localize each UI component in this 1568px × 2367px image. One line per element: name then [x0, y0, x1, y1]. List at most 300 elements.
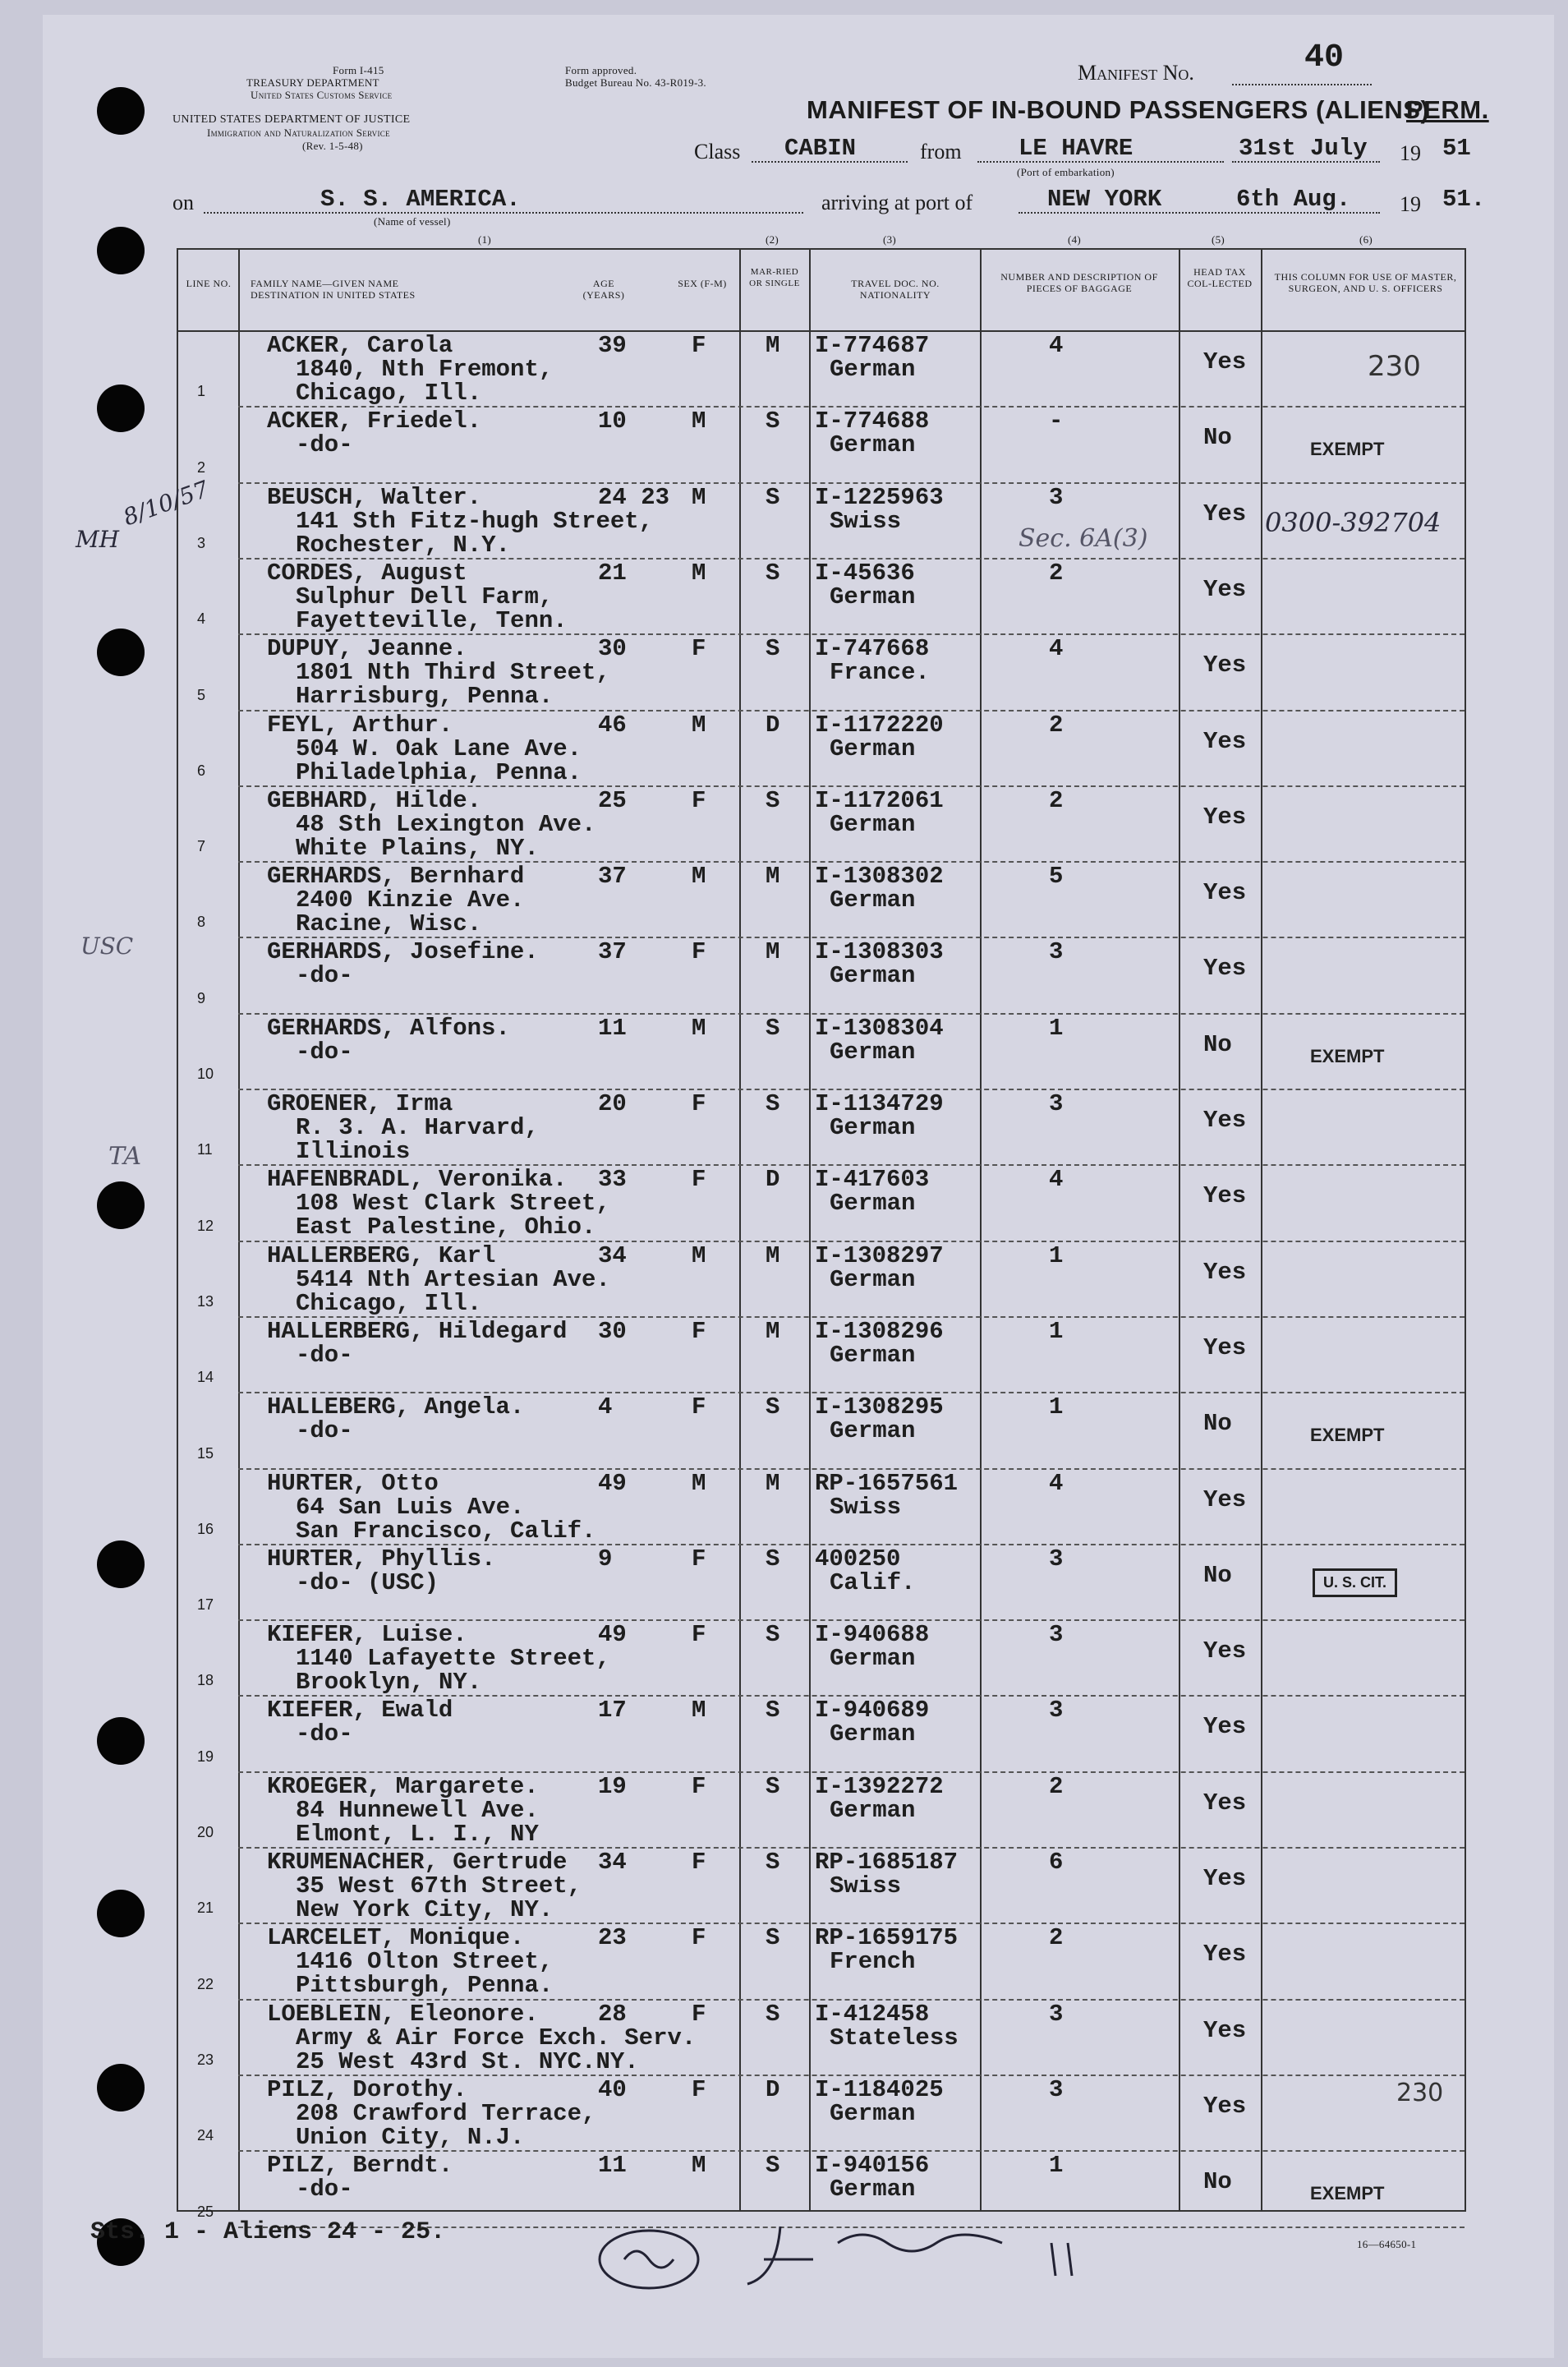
- passenger-age: 39: [598, 332, 627, 359]
- head-tax: Yes: [1203, 576, 1247, 603]
- col-header-baggage: NUMBER AND DESCRIPTION OF PIECES OF BAGGAGE: [1000, 271, 1158, 294]
- travel-doc-number: I-1308295: [815, 1393, 944, 1421]
- marital-status: S: [766, 1393, 780, 1421]
- destination-line-2: Pittsburgh, Penna.: [296, 1972, 554, 1999]
- marital-status: S: [766, 787, 780, 814]
- line-number: 9: [197, 990, 206, 1006]
- passenger-age: 24 23: [598, 484, 670, 511]
- marital-status: S: [766, 1773, 780, 1800]
- line-number: 7: [197, 838, 206, 854]
- nationality: German: [830, 811, 916, 838]
- marital-status: S: [766, 1015, 780, 1042]
- nationality: German: [830, 1342, 916, 1369]
- passenger-name: ACKER, Carola: [267, 332, 453, 359]
- baggage-count: 4: [1049, 635, 1064, 662]
- col-header-age: AGE (YEARS): [582, 278, 625, 301]
- nationality: German: [830, 1417, 916, 1444]
- destination-line-1: 1840, Nth Fremont,: [296, 356, 554, 383]
- col-number-1: (1): [478, 233, 492, 246]
- marital-status: M: [766, 1242, 780, 1269]
- head-tax: Yes: [1203, 348, 1247, 375]
- passenger-name: GERHARDS, Josefine.: [267, 938, 539, 965]
- line-number: 13: [197, 1293, 214, 1310]
- line-number: 24: [197, 2127, 214, 2144]
- passenger-name: BEUSCH, Walter.: [267, 484, 482, 511]
- head-tax: Yes: [1203, 1486, 1247, 1513]
- destination-line-1: -do-: [296, 1417, 353, 1444]
- passenger-sex: F: [692, 635, 706, 662]
- passenger-age: 46: [598, 711, 627, 739]
- baggage-count: 2: [1049, 560, 1064, 587]
- marital-status: S: [766, 1697, 780, 1724]
- passenger-sex: F: [692, 1621, 706, 1648]
- marital-status: S: [766, 1621, 780, 1648]
- baggage-count: 3: [1049, 1090, 1064, 1117]
- exempt-stamp: EXEMPT: [1310, 2183, 1385, 2204]
- passenger-name: KRUMENACHER, Gertrude: [267, 1849, 568, 1876]
- passenger-sex: F: [692, 2001, 706, 2028]
- line-number: 21: [197, 1900, 214, 1916]
- line-number: 20: [197, 1824, 214, 1840]
- passenger-name: HALLERBERG, Hildegard: [267, 1318, 568, 1345]
- passenger-age: 10: [598, 408, 627, 435]
- destination-line-1: -do-: [296, 2176, 353, 2203]
- passenger-sex: M: [692, 2152, 706, 2179]
- destination-line-1: 1801 Nth Third Street,: [296, 659, 610, 686]
- destination-line-1: 141 Sth Fitz-hugh Street,: [296, 508, 654, 535]
- destination-line-1: 208 Crawford Terrace,: [296, 2100, 596, 2127]
- passenger-age: 20: [598, 1090, 627, 1117]
- destination-line-2: New York City, NY.: [296, 1896, 554, 1923]
- marital-status: D: [766, 1166, 780, 1193]
- baggage-count: 3: [1049, 938, 1064, 965]
- destination-line-1: Army & Air Force Exch. Serv.: [296, 2024, 697, 2052]
- head-tax: Yes: [1203, 1182, 1247, 1209]
- marital-status: S: [766, 484, 780, 511]
- baggage-count: 2: [1049, 1773, 1064, 1800]
- travel-doc-number: I-45636: [815, 560, 915, 587]
- passenger-name: LARCELET, Monique.: [267, 1924, 525, 1951]
- baggage-count: -: [1049, 408, 1064, 435]
- handwritten-left-date: 8/10/57: [119, 475, 213, 532]
- destination-line-1: -do-: [296, 962, 353, 989]
- passenger-name: HALLERBERG, Karl: [267, 1242, 496, 1269]
- punch-hole-icon: [97, 2064, 145, 2111]
- destination-line-1: 35 West 67th Street,: [296, 1872, 582, 1900]
- baggage-count: 4: [1049, 1470, 1064, 1497]
- baggage-count: 3: [1049, 2076, 1064, 2103]
- travel-doc-number: I-940688: [815, 1621, 930, 1648]
- baggage-count: 3: [1049, 1545, 1064, 1573]
- passenger-name: GERHARDS, Bernhard: [267, 863, 525, 890]
- passenger-age: 37: [598, 863, 627, 890]
- line-number: 16: [197, 1521, 214, 1537]
- nationality: Stateless: [830, 2024, 959, 2052]
- head-tax: Yes: [1203, 1865, 1247, 1892]
- passenger-name: CORDES, August: [267, 560, 467, 587]
- baggage-count: 1: [1049, 1242, 1064, 1269]
- col-number-5: (5): [1212, 233, 1225, 246]
- head-tax: Yes: [1203, 2093, 1247, 2120]
- baggage-count: 3: [1049, 1697, 1064, 1724]
- head-tax: Yes: [1203, 1941, 1247, 1968]
- line-number: 11: [197, 1141, 213, 1158]
- destination-line-1: -do-: [296, 1038, 353, 1066]
- travel-doc-number: RP-1657561: [815, 1470, 959, 1497]
- head-tax: Yes: [1203, 500, 1247, 527]
- travel-doc-number: I-1225963: [815, 484, 944, 511]
- passenger-sex: F: [692, 1393, 706, 1421]
- year-1: 51: [1442, 135, 1471, 162]
- handwritten-mh: MH: [76, 526, 120, 553]
- doj-title: UNITED STATES DEPARTMENT OF JUSTICE: [172, 113, 411, 126]
- port-embark-caption: (Port of embarkation): [1017, 166, 1115, 178]
- baggage-count: 5: [1049, 863, 1064, 890]
- passenger-name: KROEGER, Margarete.: [267, 1773, 539, 1800]
- passenger-name: LOEBLEIN, Eleonore.: [267, 2001, 539, 2028]
- head-tax: No: [1203, 424, 1232, 451]
- punch-hole-icon: [97, 385, 145, 432]
- destination-line-2: Rochester, N.Y.: [296, 532, 511, 559]
- exempt-stamp: EXEMPT: [1310, 439, 1385, 459]
- passenger-age: 23: [598, 1924, 627, 1951]
- nationality: Swiss: [830, 1494, 902, 1521]
- passenger-age: 49: [598, 1621, 627, 1648]
- passenger-age: 40: [598, 2076, 627, 2103]
- destination-line-1: Sulphur Dell Farm,: [296, 583, 554, 610]
- head-tax: Yes: [1203, 1789, 1247, 1817]
- passenger-age: 30: [598, 635, 627, 662]
- head-tax: Yes: [1203, 1334, 1247, 1361]
- nationality: German: [830, 886, 916, 914]
- nationality: Calif.: [830, 1569, 916, 1596]
- passenger-sex: F: [692, 1545, 706, 1573]
- year-prefix-2: 19: [1400, 192, 1421, 216]
- col-number-2: (2): [766, 233, 779, 246]
- passenger-age: 19: [598, 1773, 627, 1800]
- form-approved: Form approved.: [565, 64, 637, 76]
- punch-hole-icon: [97, 1540, 145, 1588]
- destination-line-2: Union City, N.J.: [296, 2124, 525, 2151]
- marital-status: S: [766, 1924, 780, 1951]
- nationality: German: [830, 431, 916, 458]
- baggage-count: 3: [1049, 2001, 1064, 2028]
- head-tax: Yes: [1203, 1637, 1247, 1665]
- col-header-sex: SEX (F-M): [678, 278, 727, 289]
- passenger-name: HAFENBRADL, Veronika.: [267, 1166, 568, 1193]
- nationality: German: [830, 1720, 916, 1748]
- passenger-age: 30: [598, 1318, 627, 1345]
- destination-line-2: Brooklyn, NY.: [296, 1669, 482, 1696]
- baggage-count: 1: [1049, 1318, 1064, 1345]
- nationality: Swiss: [830, 508, 902, 535]
- head-tax: Yes: [1203, 804, 1247, 831]
- travel-doc-number: I-774688: [815, 408, 930, 435]
- travel-doc-number: I-1308297: [815, 1242, 944, 1269]
- passenger-name: GERHARDS, Alfons.: [267, 1015, 510, 1042]
- baggage-count: 1: [1049, 1015, 1064, 1042]
- passenger-age: 17: [598, 1697, 627, 1724]
- baggage-count: 4: [1049, 332, 1064, 359]
- destination-line-1: 5414 Nth Artesian Ave.: [296, 1266, 610, 1293]
- travel-doc-number: I-940156: [815, 2152, 930, 2179]
- destination-line-2: Chicago, Ill.: [296, 380, 482, 407]
- baggage-count: 2: [1049, 1924, 1064, 1951]
- line-number: 2: [197, 459, 206, 476]
- travel-doc-number: RP-1685187: [815, 1849, 959, 1876]
- destination-line-2: Racine, Wisc.: [296, 910, 482, 937]
- class-value: CABIN: [784, 135, 857, 162]
- destination-line-2: 25 West 43rd St. NYC.NY.: [296, 2048, 639, 2075]
- marital-status: S: [766, 560, 780, 587]
- nationality: German: [830, 356, 916, 383]
- destination-line-2: San Francisco, Calif.: [296, 1517, 596, 1545]
- passenger-sex: F: [692, 1849, 706, 1876]
- head-tax: Yes: [1203, 2017, 1247, 2044]
- passenger-sex: M: [692, 1015, 706, 1042]
- destination-line-1: -do- (USC): [296, 1569, 439, 1596]
- passenger-age: 49: [598, 1470, 627, 1497]
- passenger-sex: F: [692, 1090, 706, 1117]
- line-number: 4: [197, 610, 206, 627]
- passenger-name: FEYL, Arthur.: [267, 711, 453, 739]
- passenger-name: HURTER, Phyllis.: [267, 1545, 496, 1573]
- nationality: German: [830, 735, 916, 762]
- nationality: German: [830, 1190, 916, 1217]
- line-number: 3: [197, 535, 206, 551]
- passenger-sex: F: [692, 787, 706, 814]
- class-label: Class: [694, 140, 741, 163]
- travel-doc-number: I-747668: [815, 635, 930, 662]
- punch-hole-icon: [97, 1181, 145, 1229]
- passenger-sex: F: [692, 938, 706, 965]
- passenger-sex: M: [692, 863, 706, 890]
- us-citizen-stamp: U. S. CIT.: [1313, 1568, 1397, 1597]
- line-number: 19: [197, 1748, 214, 1765]
- handwritten-ta: TA: [108, 1142, 142, 1171]
- nationality: German: [830, 1114, 916, 1141]
- travel-doc-number: I-417603: [815, 1166, 930, 1193]
- passenger-age: 11: [598, 2152, 627, 2179]
- form-number: Form I-415: [333, 64, 384, 76]
- col-number-6: (6): [1359, 233, 1373, 246]
- line-number: 18: [197, 1672, 214, 1688]
- year-prefix-1: 19: [1400, 141, 1421, 165]
- marital-status: S: [766, 408, 780, 435]
- footer-code: 16—64650-1: [1357, 2238, 1417, 2250]
- budget-bureau: Budget Bureau No. 43-R019-3.: [565, 76, 706, 89]
- passenger-name: KIEFER, Luise.: [267, 1621, 467, 1648]
- officer-signature-icon: [575, 2210, 1150, 2317]
- stamp-230-top: 230: [1368, 350, 1421, 383]
- col-header-travel: TRAVEL DOC. NO. NATIONALITY: [851, 278, 940, 301]
- destination-line-1: 1140 Lafayette Street,: [296, 1645, 610, 1672]
- marital-status: M: [766, 332, 780, 359]
- vessel-name: S. S. AMERICA.: [320, 186, 521, 213]
- passenger-age: 37: [598, 938, 627, 965]
- line-number: 23: [197, 2052, 214, 2068]
- col-header-line: LINE NO.: [186, 278, 232, 289]
- passenger-age: 21: [598, 560, 627, 587]
- ins-title: Immigration and Naturalization Service: [207, 127, 390, 139]
- nationality: France.: [830, 659, 930, 686]
- travel-doc-number: I-412458: [815, 2001, 930, 2028]
- passenger-name: HURTER, Otto: [267, 1470, 439, 1497]
- travel-doc-number: I-774687: [815, 332, 930, 359]
- passenger-name: ACKER, Friedel.: [267, 408, 482, 435]
- passenger-age: 25: [598, 787, 627, 814]
- marital-status: D: [766, 711, 780, 739]
- travel-doc-number: I-1308304: [815, 1015, 944, 1042]
- destination-line-1: 108 West Clark Street,: [296, 1190, 610, 1217]
- nationality: German: [830, 1797, 916, 1824]
- destination-line-1: -do-: [296, 1720, 353, 1748]
- nationality: German: [830, 2100, 916, 2127]
- destination-line-1: 2400 Kinzie Ave.: [296, 886, 525, 914]
- destination-line-2: Illinois: [296, 1138, 411, 1165]
- footer-aliens-total: Sts. 1 - Aliens 24 - 25.: [90, 2218, 446, 2246]
- destination-line-2: Chicago, Ill.: [296, 1290, 482, 1317]
- passenger-sex: F: [692, 1318, 706, 1345]
- travel-doc-number: I-1172061: [815, 787, 944, 814]
- customs-service: United States Customs Service: [251, 89, 393, 101]
- destination-line-1: 1416 Olton Street,: [296, 1948, 554, 1975]
- passenger-sex: F: [692, 2076, 706, 2103]
- officer-note: 0300-392704: [1265, 507, 1442, 538]
- col-number-3: (3): [883, 233, 897, 246]
- col-header-officers: THIS COLUMN FOR USE OF MASTER, SURGEON, AND U. S. OFFICERS: [1274, 271, 1457, 294]
- head-tax: Yes: [1203, 652, 1247, 679]
- col-header-name: FAMILY NAME—GIVEN NAME DESTINATION IN UNITED STATES: [251, 278, 416, 301]
- handwritten-sec-6a: Sec. 6A(3): [1019, 524, 1148, 553]
- col-number-4: (4): [1068, 233, 1082, 246]
- nationality: French: [830, 1948, 916, 1975]
- destination-line-1: 84 Hunnewell Ave.: [296, 1797, 539, 1824]
- on-label: on: [172, 191, 194, 214]
- passenger-name: KIEFER, Ewald: [267, 1697, 453, 1724]
- punch-hole-icon: [97, 629, 145, 676]
- from-label: from: [920, 140, 962, 163]
- marital-status: M: [766, 863, 780, 890]
- destination-line-2: Elmont, L. I., NY: [296, 1821, 539, 1848]
- port-arrival: NEW YORK: [1047, 186, 1162, 213]
- marital-status: D: [766, 2076, 780, 2103]
- marital-status: S: [766, 1090, 780, 1117]
- line-number: 10: [197, 1066, 214, 1082]
- passenger-sex: M: [692, 1242, 706, 1269]
- form-rev: (Rev. 1-5-48): [302, 140, 363, 152]
- line-number: 25: [197, 2204, 214, 2220]
- passenger-sex: M: [692, 408, 706, 435]
- line-number: 5: [197, 687, 206, 703]
- head-tax: Yes: [1203, 1259, 1247, 1286]
- destination-line-2: White Plains, NY.: [296, 835, 539, 862]
- passenger-sex: M: [692, 484, 706, 511]
- line-number: 1: [197, 383, 206, 399]
- passenger-name: HALLEBERG, Angela.: [267, 1393, 525, 1421]
- punch-hole-icon: [97, 227, 145, 274]
- punch-hole-icon: [97, 1717, 145, 1765]
- baggage-count: 2: [1049, 787, 1064, 814]
- line-number: 8: [197, 914, 206, 930]
- vessel-caption: (Name of vessel): [374, 215, 451, 228]
- line-number: 15: [197, 1445, 214, 1462]
- destination-line-1: R. 3. A. Harvard,: [296, 1114, 539, 1141]
- passenger-name: PILZ, Dorothy.: [267, 2076, 467, 2103]
- arrival-date: 6th Aug.: [1236, 186, 1351, 213]
- head-tax: No: [1203, 2168, 1232, 2195]
- manifest-number: 40: [1304, 39, 1345, 76]
- nationality: German: [830, 1645, 916, 1672]
- punch-hole-icon: [97, 1890, 145, 1937]
- head-tax: No: [1203, 1031, 1232, 1058]
- line-number: 12: [197, 1218, 214, 1234]
- travel-doc-number: I-1392272: [815, 1773, 944, 1800]
- handwritten-usc: USC: [80, 933, 134, 960]
- travel-doc-number: I-1134729: [815, 1090, 944, 1117]
- passenger-age: 11: [598, 1015, 627, 1042]
- treasury-dept: TREASURY DEPARTMENT: [246, 76, 379, 89]
- line-number: 17: [197, 1596, 214, 1613]
- year-2: 51.: [1442, 186, 1486, 213]
- nationality: German: [830, 583, 916, 610]
- marital-status: S: [766, 2152, 780, 2179]
- travel-doc-number: I-940689: [815, 1697, 930, 1724]
- punch-hole-icon: [97, 87, 145, 135]
- passenger-age: 9: [598, 1545, 613, 1573]
- travel-doc-number: I-1172220: [815, 711, 944, 739]
- travel-doc-number: I-1308302: [815, 863, 944, 890]
- head-tax: Yes: [1203, 879, 1247, 906]
- marital-status: M: [766, 938, 780, 965]
- baggage-count: 6: [1049, 1849, 1064, 1876]
- baggage-count: 1: [1049, 2152, 1064, 2179]
- head-tax: Yes: [1203, 955, 1247, 982]
- passenger-sex: F: [692, 1773, 706, 1800]
- marital-status: M: [766, 1470, 780, 1497]
- line-number: 14: [197, 1369, 214, 1385]
- passenger-name: GEBHARD, Hilde.: [267, 787, 482, 814]
- marital-status: S: [766, 635, 780, 662]
- destination-line-1: -do-: [296, 1342, 353, 1369]
- exempt-stamp: EXEMPT: [1310, 1046, 1385, 1066]
- destination-line-1: -do-: [296, 431, 353, 458]
- destination-line-1: 64 San Luis Ave.: [296, 1494, 525, 1521]
- travel-doc-number: I-1184025: [815, 2076, 944, 2103]
- passenger-sex: M: [692, 711, 706, 739]
- travel-doc-number: I-1308303: [815, 938, 944, 965]
- travel-doc-number: I-1308296: [815, 1318, 944, 1345]
- baggage-count: 3: [1049, 1621, 1064, 1648]
- travel-doc-number: RP-1659175: [815, 1924, 959, 1951]
- head-tax: Yes: [1203, 728, 1247, 755]
- destination-line-2: Harrisburg, Penna.: [296, 683, 554, 710]
- head-tax: No: [1203, 1562, 1232, 1589]
- arriving-label: arriving at port of: [821, 191, 973, 214]
- perm-label: PERM.: [1406, 95, 1489, 124]
- baggage-count: 4: [1049, 1166, 1064, 1193]
- manifest-no-label: Manifest No.: [1078, 61, 1194, 85]
- destination-line-2: Philadelphia, Penna.: [296, 759, 582, 786]
- passenger-sex: M: [692, 1697, 706, 1724]
- baggage-count: 3: [1049, 484, 1064, 511]
- nationality: German: [830, 1266, 916, 1293]
- head-tax: No: [1203, 1410, 1232, 1437]
- passenger-name: DUPUY, Jeanne.: [267, 635, 467, 662]
- passenger-age: 33: [598, 1166, 627, 1193]
- col-header-married: MAR-RIED OR SINGLE: [749, 267, 800, 288]
- passenger-sex: M: [692, 560, 706, 587]
